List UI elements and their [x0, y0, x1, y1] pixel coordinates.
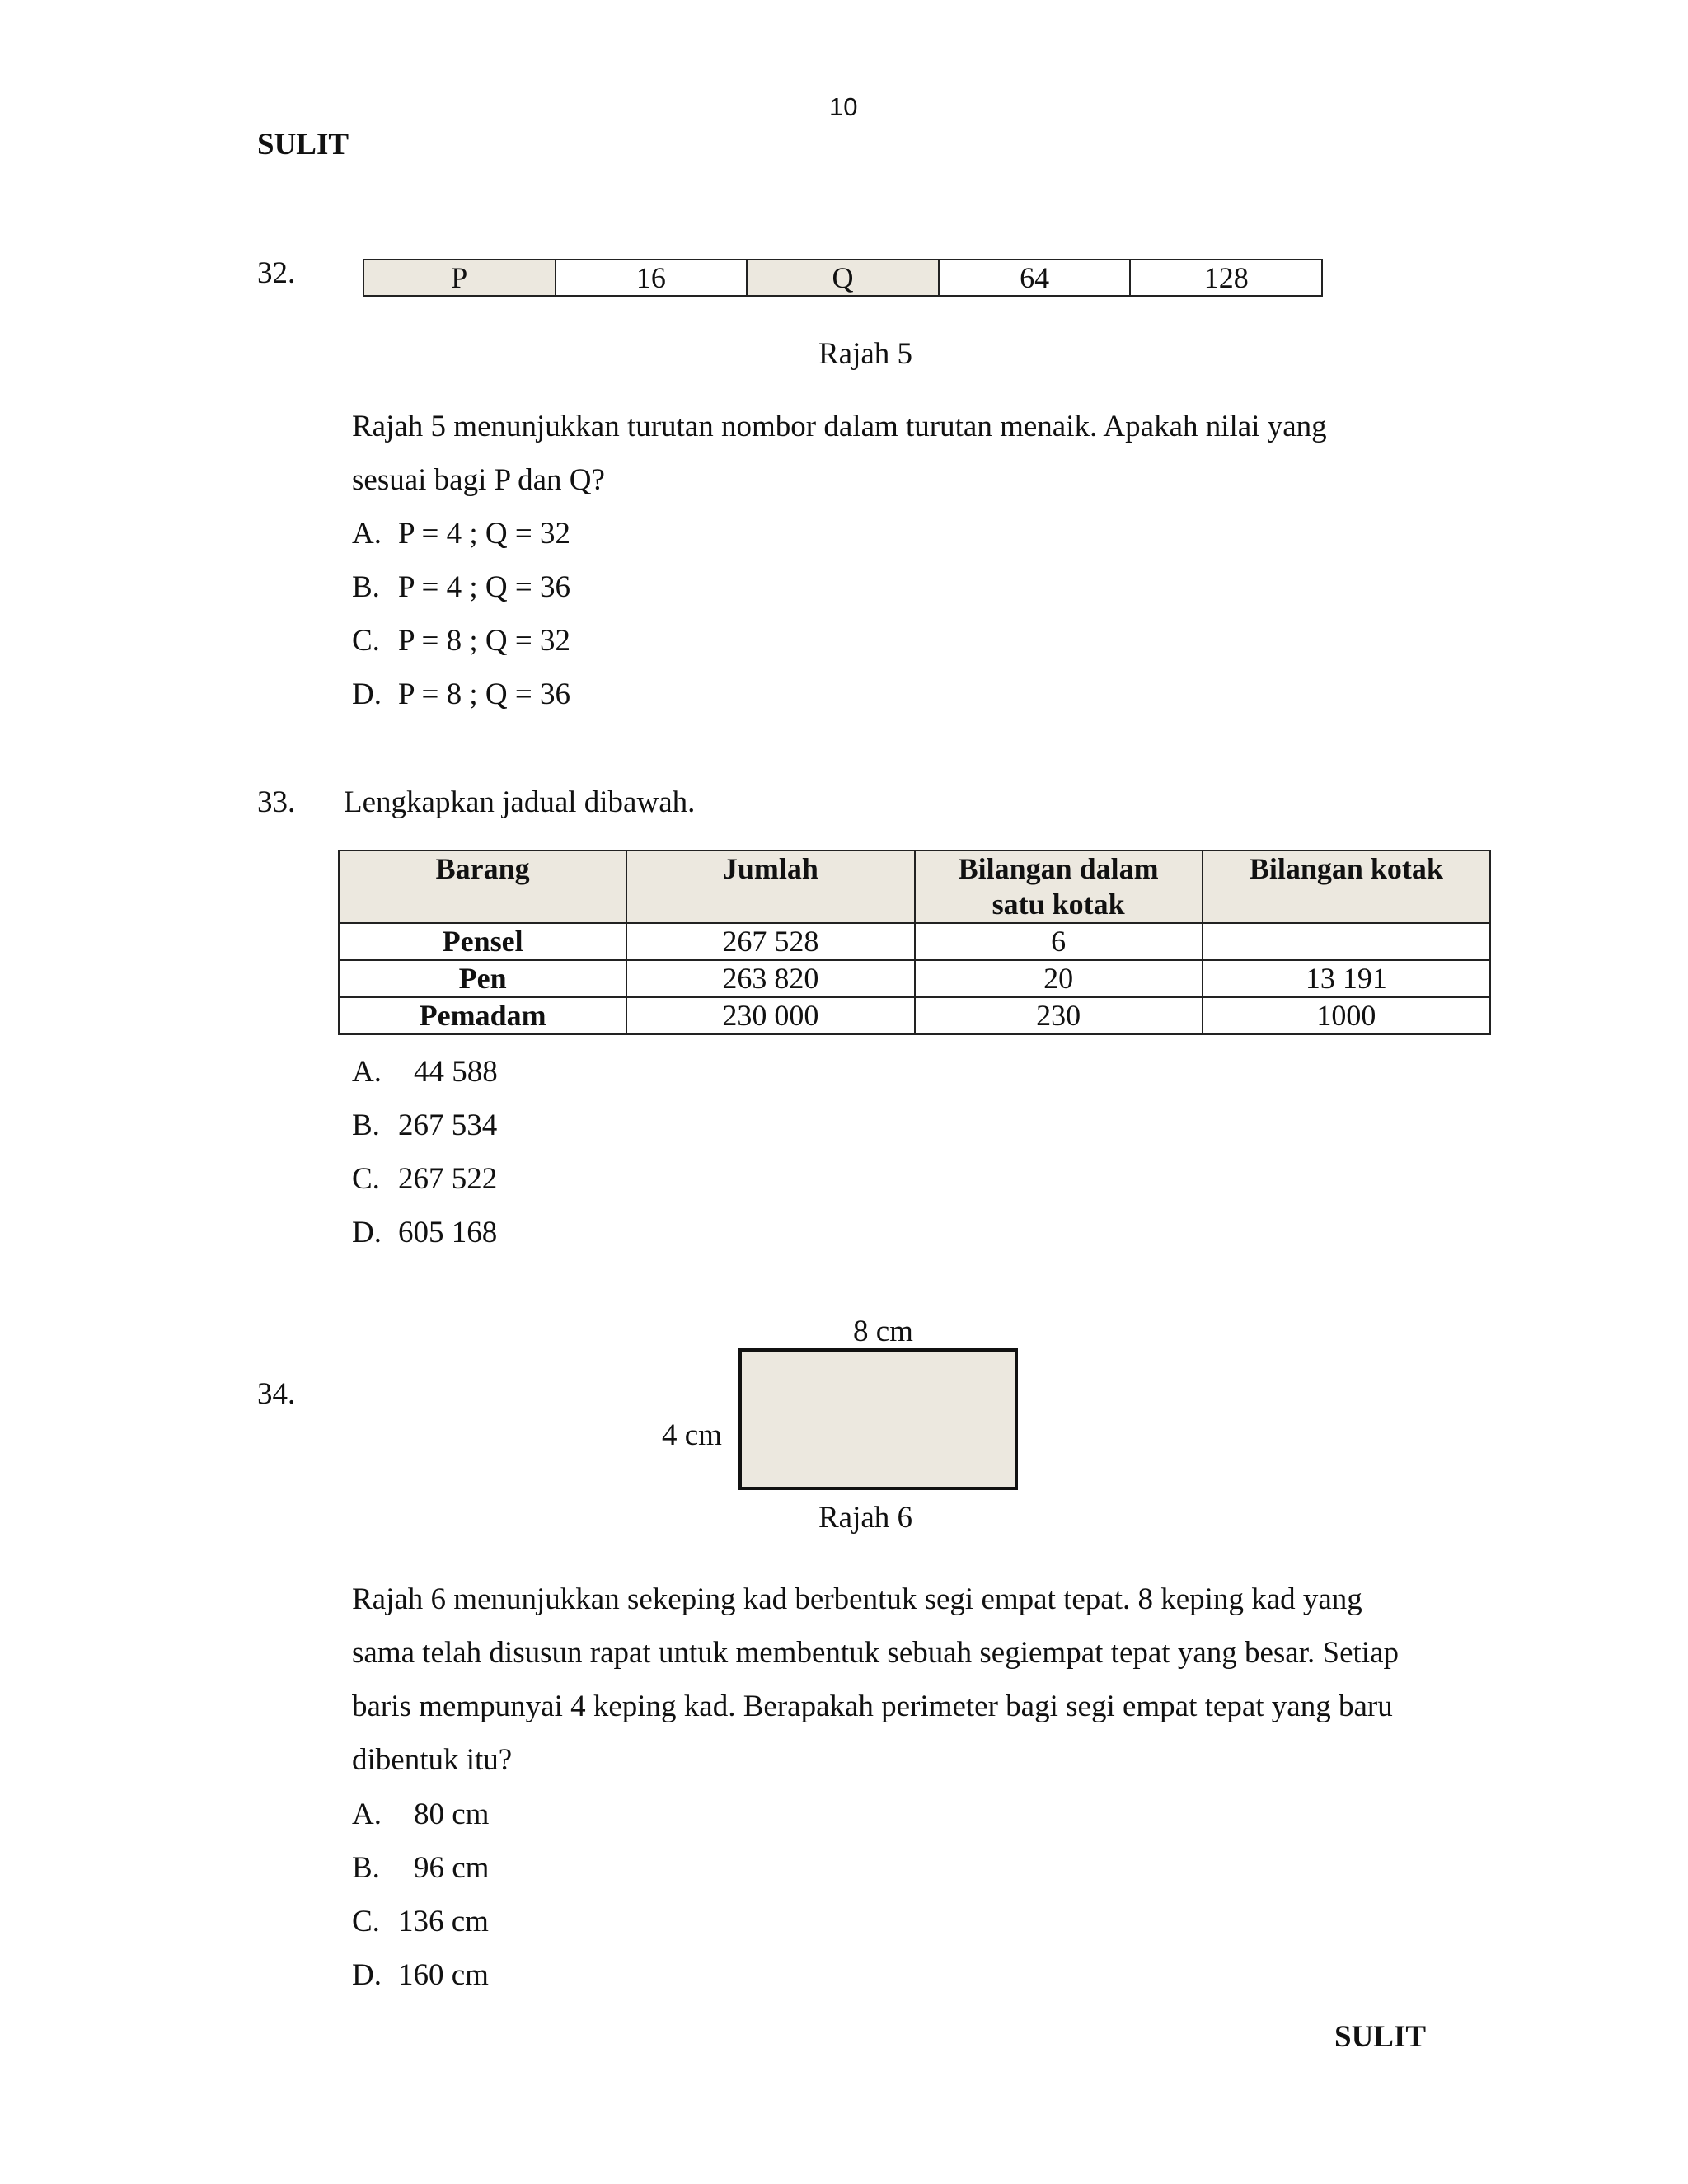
q34-width-label: 8 cm: [853, 1315, 913, 1348]
q32-option-c[interactable]: [352, 623, 570, 658]
option-text: 267 522: [398, 1162, 498, 1196]
row-jumlah: 267 528: [626, 923, 914, 960]
option-text: P = 4 ; Q = 36: [398, 570, 570, 604]
q32-question-line2: sesuai bagi P dan Q?: [352, 463, 605, 497]
q34-number: 34.: [257, 1377, 296, 1411]
option-letter: D.: [352, 677, 382, 711]
option-text: 267 534: [398, 1108, 498, 1142]
row-jumlah: 230 000: [626, 997, 914, 1034]
header-bilangan-kotak: Bilangan kotak: [1203, 851, 1490, 923]
q34-figure-caption: Rajah 6: [818, 1501, 913, 1535]
q34-option-d[interactable]: [352, 1957, 489, 1993]
option-letter: C.: [352, 1162, 380, 1196]
q32-question-line1: Rajah 5 menunjukkan turutan nombor dalam turutan menaik. Apakah nilai yang: [352, 410, 1327, 443]
sequence-cell-64: 64: [939, 260, 1131, 296]
q34-option-c[interactable]: [352, 1904, 489, 1939]
option-text: 44 588: [414, 1055, 498, 1089]
sequence-cell-128: 128: [1130, 260, 1322, 296]
option-text: 136 cm: [398, 1905, 489, 1938]
header-bilangan-dalam-satu-kotak: [915, 851, 1203, 923]
q34-option-b[interactable]: [352, 1850, 489, 1886]
row-per-box: 230: [915, 997, 1203, 1034]
option-letter: B.: [352, 1108, 380, 1142]
option-text: P = 8 ; Q = 36: [398, 677, 570, 711]
row-item: Pemadam: [339, 997, 626, 1034]
sequence-cell-q: Q: [747, 260, 939, 296]
option-letter: D.: [352, 1216, 382, 1249]
row-box-count-blank: [1203, 923, 1490, 960]
q33-table: [338, 850, 1491, 1035]
q32-option-a[interactable]: [352, 516, 570, 551]
footer-classification: SULIT: [1334, 2020, 1427, 2054]
table-row: [339, 997, 1490, 1034]
option-letter: B.: [352, 1851, 380, 1885]
q32-sequence-strip: [363, 259, 1323, 297]
header-line2: satu kotak: [992, 888, 1125, 921]
row-per-box: 6: [915, 923, 1203, 960]
q34-question-line2: sama telah disusun rapat untuk membentuk sebuah segiempat tepat yang besar. Setiap: [352, 1636, 1399, 1670]
row-box-count: 1000: [1203, 997, 1490, 1034]
row-per-box: 20: [915, 960, 1203, 997]
q34-card-rectangle: [738, 1348, 1018, 1490]
option-letter: D.: [352, 1958, 382, 1992]
option-text: 160 cm: [398, 1958, 489, 1992]
option-text: P = 4 ; Q = 32: [398, 517, 570, 551]
option-text: 96 cm: [414, 1851, 490, 1885]
q32-number: 32.: [257, 256, 296, 290]
option-letter: A.: [352, 517, 382, 551]
q33-option-b[interactable]: [352, 1108, 497, 1143]
q32-option-d[interactable]: [352, 677, 570, 712]
q33-number: 33.: [257, 785, 296, 819]
header-classification: SULIT: [257, 128, 349, 162]
option-letter: A.: [352, 1797, 382, 1831]
q32-option-b[interactable]: [352, 569, 570, 605]
q33-option-c[interactable]: [352, 1161, 497, 1197]
option-letter: B.: [352, 570, 380, 604]
q33-option-a[interactable]: [352, 1054, 498, 1090]
q33-option-d[interactable]: [352, 1215, 497, 1250]
header-barang: Barang: [339, 851, 626, 923]
option-text: P = 8 ; Q = 32: [398, 624, 570, 658]
option-letter: C.: [352, 624, 380, 658]
header-line1: Bilangan dalam: [958, 852, 1159, 885]
q34-question-line3: baris mempunyai 4 keping kad. Berapakah perimeter bagi segi empat tepat yang baru: [352, 1690, 1393, 1723]
q34-question-line1: Rajah 6 menunjukkan sekeping kad berbentuk segi empat tepat. 8 keping kad yang: [352, 1582, 1362, 1616]
row-item: Pensel: [339, 923, 626, 960]
option-text: 605 168: [398, 1216, 498, 1249]
table-row: [339, 960, 1490, 997]
q34-question-line4: dibentuk itu?: [352, 1743, 513, 1777]
option-letter: C.: [352, 1905, 380, 1938]
option-letter: A.: [352, 1055, 382, 1089]
table-header-row: [339, 851, 1490, 923]
table-row: [339, 923, 1490, 960]
row-jumlah: 263 820: [626, 960, 914, 997]
q32-figure-caption: Rajah 5: [818, 337, 913, 371]
row-item: Pen: [339, 960, 626, 997]
sequence-cell-16: 16: [556, 260, 748, 296]
q33-question: Lengkapkan jadual dibawah.: [344, 785, 696, 819]
q34-height-label: 4 cm: [662, 1418, 722, 1452]
q34-option-a[interactable]: [352, 1797, 489, 1832]
header-jumlah: Jumlah: [626, 851, 914, 923]
option-text: 80 cm: [414, 1797, 490, 1831]
row-box-count: 13 191: [1203, 960, 1490, 997]
page-number: 10: [829, 92, 858, 121]
sequence-cell-p: P: [363, 260, 556, 296]
